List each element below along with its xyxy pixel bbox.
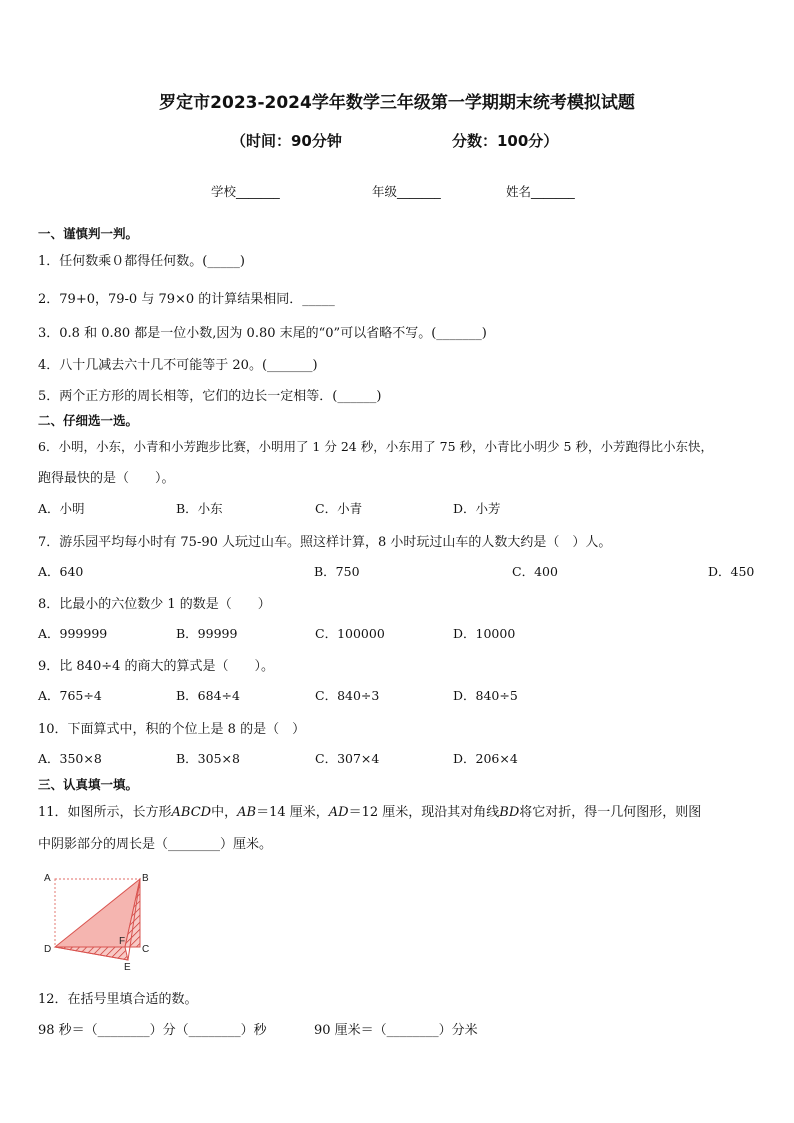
q6-option-d: D．小芳 [453,501,501,516]
judge-5: 5．两个正方形的周长相等，它们的边长一定相等．(______) [38,389,382,404]
label-b: B [142,873,149,884]
q11-figure [38,868,168,974]
q11-rect-abcd: ABCD [171,805,212,820]
school-field: 学校_______ [211,184,280,199]
judge-2: 2．79+0，79-0 与 79×0 的计算结果相同．_____ [38,292,335,307]
judge-3: 3．0.8 和 0.80 都是一位小数,因为 0.80 末尾的“0”可以省略不写。(_______) [38,326,487,341]
q11-text-3: ＝14 厘米， [256,805,329,820]
q11-text-1: 11．如图所示，长方形 [38,805,172,820]
q8-option-c: C．100000 [315,626,385,641]
exam-score: 分数：100分） [452,132,559,150]
section-choice: 二、仔细选一选。 [38,413,139,428]
q6-line1: 6．小明，小东，小青和小芳跑步比赛，小明用了 1 分 24 秒，小东用了 75 秒，小青比小明少 5 秒，小芳跑得比小东快， [38,439,713,454]
q8-option-b: B．99999 [176,626,238,641]
q7-option-c: C．400 [512,564,558,579]
exam-time: （时间：90分钟 [231,132,342,150]
q8-line: 8．比最小的六位数少 1 的数是（ ） [38,597,271,612]
judge-1: 1．任何数乘０都得任何数。(_____) [38,254,245,269]
q11-seg-bd: BD [499,805,520,820]
q9-option-a: A．765÷4 [38,688,102,703]
q7-line: 7．游乐园平均每小时有 75-90 人玩过山车。照这样计算，8 小时玩过山车的人数大约是（ ）人。 [38,535,612,550]
grade-field: 年级_______ [372,184,441,199]
q8-option-a: A．999999 [38,626,108,641]
q9-option-c: C．840÷3 [315,688,380,703]
q12-blank-time: 98 秒＝（________）分（________）秒 [38,1023,267,1038]
q7-option-b: B．750 [314,564,360,579]
q10-option-c: C．307×4 [315,751,380,766]
q9-option-b: B．684÷4 [176,688,240,703]
q6-option-b: B．小东 [176,501,223,516]
q11-line1 [38,801,701,820]
q12-blank-length: 90 厘米＝（________）分米 [314,1023,478,1038]
q11-line2: 中阴影部分的周长是（________）厘米。 [38,837,273,852]
label-d: D [44,944,52,955]
q11-seg-ab: AB [237,805,257,820]
q11-text-2: 中， [211,805,238,820]
q11-text-4: ＝12 厘米，现沿其对角线 [348,805,500,820]
q11-text-5: 将它对折，得一几何图形，则图 [519,805,702,820]
section-fill: 三、认真填一填。 [38,777,139,792]
q10-option-b: B．305×8 [176,751,240,766]
q9-option-d: D．840÷5 [453,688,518,703]
q7-option-d: D．450 [708,564,755,579]
label-e: E [124,962,131,973]
label-c: C [142,944,150,955]
q6-option-c: C．小青 [315,501,363,516]
q10-line: 10．下面算式中，积的个位上是 8 的是（ ） [38,722,306,737]
q11-seg-ad: AD [328,805,349,820]
label-a: A [44,873,51,884]
page-title: 罗定市2023-2024学年数学三年级第一学期期末统考模拟试题 [159,93,635,113]
q6-line2: 跑得最快的是（ ）。 [38,471,175,486]
label-f: F [119,936,126,947]
section-judge: 一、谨慎判一判。 [38,226,139,241]
q10-option-a: A．350×8 [38,751,102,766]
q7-option-a: A．640 [38,564,84,579]
judge-4: 4．八十几减去六十几不可能等于 20。(_______) [38,358,318,373]
q10-option-d: D．206×4 [453,751,518,766]
name-field: 姓名_______ [506,184,575,199]
q8-option-d: D．10000 [453,626,516,641]
q6-option-a: A．小明 [38,501,85,516]
q12-line: 12．在括号里填合适的数。 [38,992,198,1007]
q9-line: 9．比 840÷4 的商大的算式是（ ）。 [38,659,275,674]
